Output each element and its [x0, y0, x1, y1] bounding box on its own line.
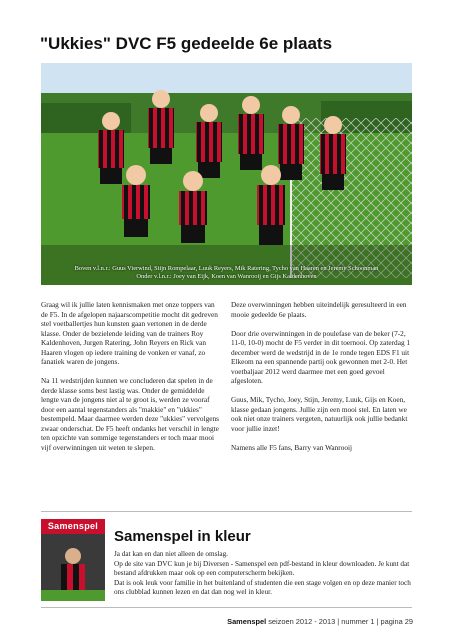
footer-magazine-name: Samenspel [227, 617, 267, 626]
article-column-left [41, 300, 221, 462]
paragraph: Guus, Mik, Tycho, Joey, Stijn, Jeremy, Luuk, Gijs en Koen, klasse gedaan jongens. Jullie zijn een mooi stel. En laten we ook niet onze trainers vergeten, natuurlijk ook jullie bedankt voor jullie inzet! [231, 395, 408, 433]
footer-details: seizoen 2012 - 2013 | nummer 1 | pagina 29 [266, 617, 413, 626]
paragraph: Deze overwinningen hebben uiteindelijk geresulteerd in een mooie gedeelde 6e plaats. [231, 300, 407, 319]
paragraph: Graag wil ik jullie laten kennismaken met onze toppers van de F5. In de afgelopen najaarscompetitie mocht dit gedreven stel voetballertjes hun kunsten gaan vertonen in de derde klasse. Onder de bezielende leiding van de trainers Roy Kaldenhoven, Jurgen Ratering, John Reyers en Rick van Haaren vlogen op iedere training de vonken er vanaf, zo fanatiek waren de jongens. [41, 300, 218, 366]
magazine-cover-title: Samenspel [41, 519, 105, 534]
section-heading: Samenspel in kleur [114, 528, 251, 545]
section-body [114, 550, 414, 598]
photo-caption [41, 265, 412, 281]
magazine-cover-thumbnail [41, 519, 105, 601]
paragraph: Door drie overwinningen in de poulefase van de beker (7-2, 11-0, 10-0) mocht de F5 verder in dit toernooi. Op zaterdag 1 december werd de wedstrijd in de 1e ronde tegen EDS F1 uit Elkeom na een spannende partij ook gewonnen met 2-0. Het voetbaljaar 2012 werd daarmee met een goed gevoel afgesloten. [231, 328, 411, 385]
team-photo-illustration [41, 63, 412, 285]
caption-line-2: Onder v.l.n.r.: Joey van Eijk, Koen van Wanrooij en Gijs Kaldenhoven [136, 273, 317, 280]
section-line: Op de site van DVC kun je bij Diversen - Samenspel een pdf-bestand in kleur downloaden. Je kunt dat bestand afdrukken maar ook op een computerscherm bekijken. [114, 559, 410, 578]
page-footer [227, 617, 413, 626]
section-divider-top [41, 511, 412, 512]
paragraph: Namens alle F5 fans, Barry van Wanrooij [231, 442, 353, 452]
section-line: Dat is ook leuk voor familie in het buitenland of studenten die een stage volgen en op deze manier toch ons clubblad kunnen lezen en dat dan nog wel in kleur. [114, 578, 411, 597]
article-title: "Ukkies" DVC F5 gedeelde 6e plaats [40, 34, 333, 53]
article-column-right [231, 300, 411, 462]
team-photo [41, 63, 412, 285]
magazine-cover-image [41, 534, 105, 601]
caption-line-1: Boven v.l.n.r.: Guus Vierwind, Stijn Rompelaar, Luuk Reyers, Mik Ratering, Tycho van Haaren en Jeremy Schoonman [74, 265, 379, 272]
paragraph: Na 11 wedstrijden kunnen we concluderen dat spelen in de derde klasse soms best lastig was. Onder de gemiddelde lengte van de jongens niet al te groot is, werden ze vooraf door een aantal tegenstanders als "makkie" en "ukkies" bestempeld. Maar daarmee werden deze "ukkies" vervolgens zwaar onderschat. De F5 heeft ondanks het verschil in lengte ten opzichte van sommige tegenstanders er toch maar mooi vijf overwinningen uit weten te slepen. [41, 376, 219, 452]
section-line: Ja dat kan en dan niet alleen de omslag. [114, 550, 228, 558]
section-divider-bottom [41, 607, 412, 608]
